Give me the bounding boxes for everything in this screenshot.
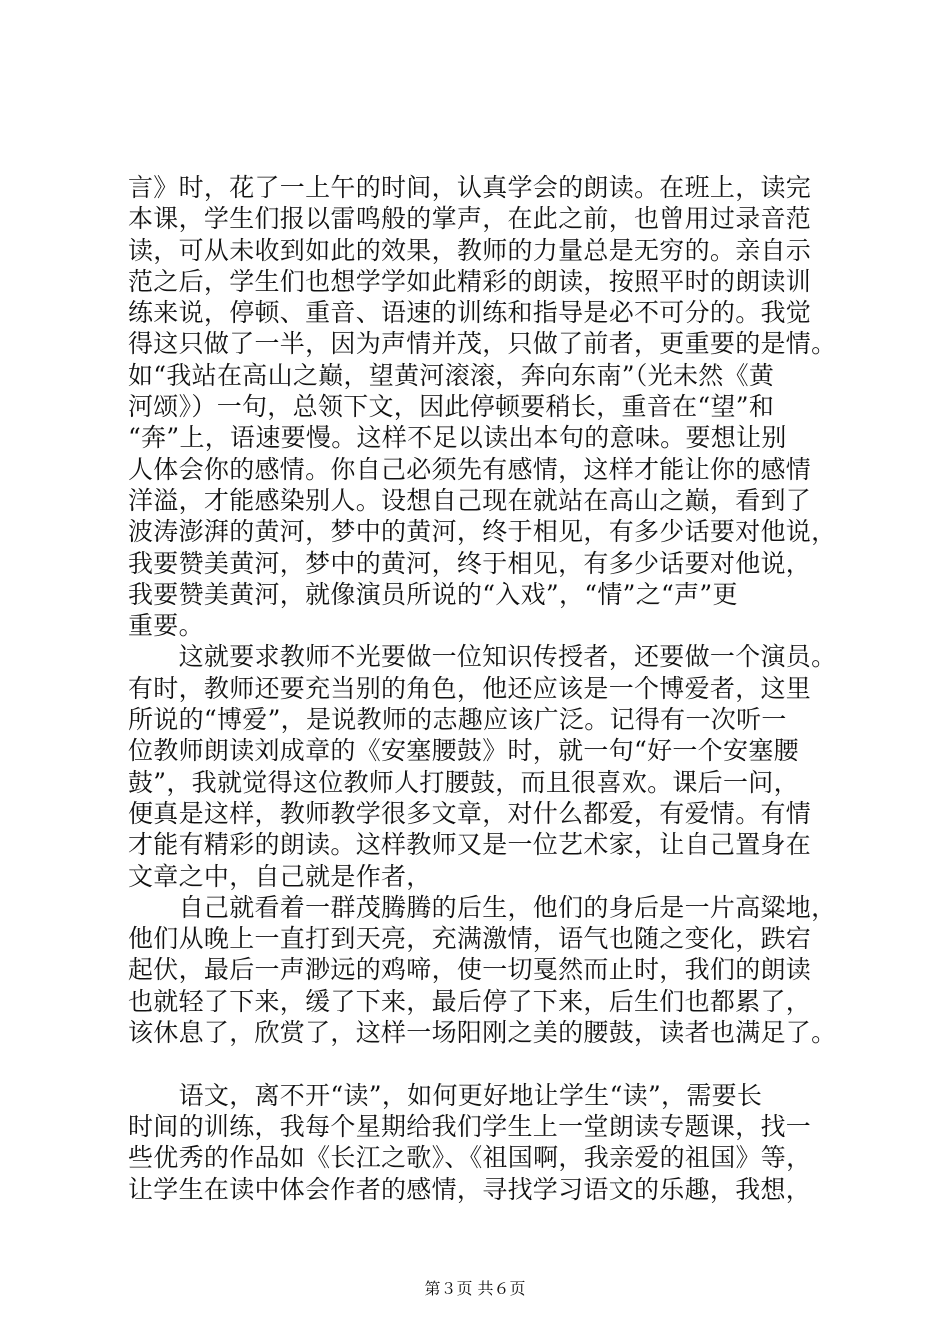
text-line: 练来说，停顿、重音、语速的训练和指导是必不可分的。我觉 xyxy=(128,298,812,328)
text-line: 读，可从未收到如此的效果，教师的力量总是无穷的。亲自示 xyxy=(128,235,812,265)
text-line: 便真是这样，教师教学很多文章，对什么都爱，有爱情。有情 xyxy=(128,798,812,828)
text-line: 人体会你的感情。你自己必须先有感情，这样才能让你的感情 xyxy=(128,454,812,484)
text-line: 言》时，花了一上午的时间，认真学会的朗读。在班上，读完 xyxy=(128,173,812,202)
text-line: 河颂》）一句，总领下文，因此停顿要稍长，重音在“望”和 xyxy=(128,392,775,422)
text-line: 鼓”，我就觉得这位教师人打腰鼓，而且很喜欢。课后一问， xyxy=(128,767,799,797)
text-line: 所说的“博爱”，是说教师的志趣应该广泛。记得有一次听一 xyxy=(128,705,787,735)
text-line: 文章之中，自己就是作者， xyxy=(128,861,432,891)
text-line: 位教师朗读刘成章的《安塞腰鼓》时，就一句“好一个安塞腰 xyxy=(128,736,799,766)
text-line: 也就轻了下来，缓了下来，最后停了下来，后生们也都累了， xyxy=(128,986,812,1016)
text-line: 范之后，学生们也想学学如此精彩的朗读，按照平时的朗读训 xyxy=(128,266,812,296)
text-line: 让学生在读中体会作者的感情，寻找学习语文的乐趣，我想， xyxy=(128,1174,812,1204)
text-line: 本课，学生们报以雷鸣般的掌声，在此之前，也曾用过录音范 xyxy=(128,204,812,234)
text-line: “奔”上，语速要慢。这样不足以读出本句的意味。要想让别 xyxy=(128,423,787,453)
text-line: 起伏，最后一声渺远的鸡啼，使一切戛然而止时，我们的朗读 xyxy=(128,955,812,985)
text-line: 有时，教师还要充当别的角色，他还应该是一个博爱者，这里 xyxy=(128,673,812,703)
text-line: 语文，离不开“读”，如何更好地让学生“读”，需要长 xyxy=(128,1080,763,1110)
text-line: 我要赞美黄河，梦中的黄河，终于相见，有多少话要对他说， xyxy=(128,548,812,578)
paragraph-gap xyxy=(128,1048,848,1079)
text-line: 他们从晚上一直打到天亮，充满激情，语气也随之变化，跌宕 xyxy=(128,924,812,954)
text-line: 波涛澎湃的黄河，梦中的黄河，终于相见，有多少话要对他说， xyxy=(128,517,837,547)
page-number-footer: 第３页 共６页 xyxy=(424,1279,526,1298)
text-line: 重要。 xyxy=(128,611,204,641)
text-line: 如“我站在高山之巅，望黄河滚滚，奔向东南”（光未然《黄 xyxy=(128,360,775,390)
text-line: 自己就看着一群茂腾腾的后生，他们的身后是一片高粱地， xyxy=(128,892,837,922)
text-line: 这就要求教师不光要做一位知识传授者，还要做一个演员。 xyxy=(128,642,837,672)
text-line: 才能有精彩的朗读。这样教师又是一位艺术家，让自己置身在 xyxy=(128,830,812,860)
text-line: 洋溢，才能感染别人。设想自己现在就站在高山之巅，看到了 xyxy=(128,485,812,515)
text-line: 些优秀的作品如《长江之歌》、《祖国啊，我亲爱的祖国》等， xyxy=(128,1143,812,1173)
text-line: 该休息了，欣赏了，这样一场阳刚之美的腰鼓，读者也满足了。 xyxy=(128,1018,837,1048)
text-line: 时间的训练，我每个星期给我们学生上一堂朗读专题课，找一 xyxy=(128,1111,812,1141)
text-line: 我要赞美黄河，就像演员所说的“入戏”，“情”之“声”更 xyxy=(128,579,738,609)
document-body xyxy=(128,172,848,1205)
text-line: 得这只做了一半，因为声情并茂，只做了前者，更重要的是情。 xyxy=(128,329,837,359)
